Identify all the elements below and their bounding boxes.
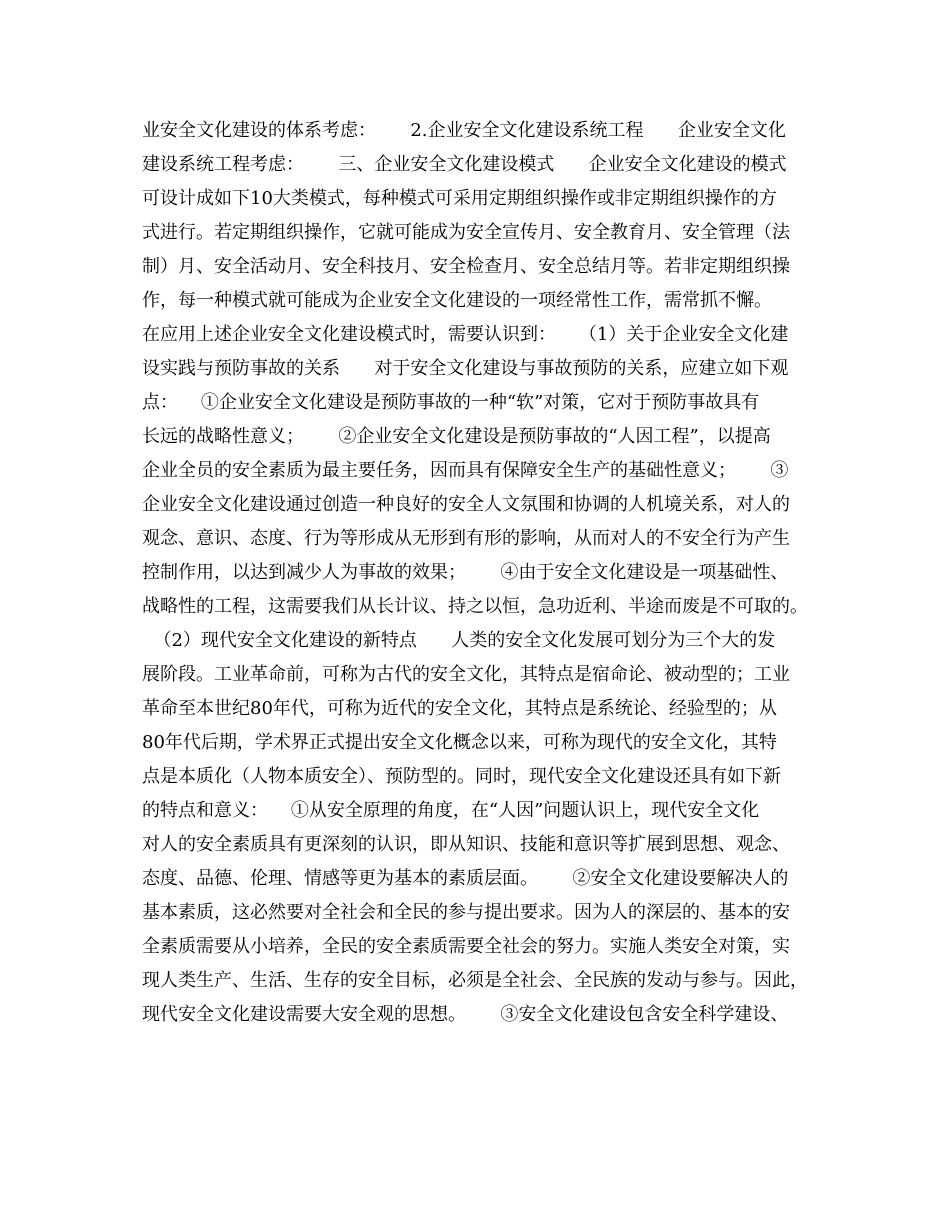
text-line: 现代安全文化建设需要大安全观的思想。 ③安全文化建设包含安全科学建设、 [142, 1004, 789, 1025]
text-line: 点是本质化（人物本质安全）、预防型的。同时，现代安全文化建设还具有如下新 [142, 766, 781, 787]
text-line: （2）现代安全文化建设的新特点 人类的安全文化发展可划分为三个大的发 [142, 630, 776, 651]
text-line: 长远的战略性意义； ②企业安全文化建设是预防事故的“人因工程”，以提高 [142, 426, 771, 447]
text-line: 基本素质，这必然要对全社会和全民的参与提出要求。因为人的深层的、基本的安 [142, 902, 790, 923]
text-line: 全素质需要从小培养，全民的安全素质需要全社会的努力。实施人类安全对策，实 [142, 936, 790, 957]
text-line: 的特点和意义： ①从安全原理的角度，在“人因”问题认识上，现代安全文化 [142, 800, 760, 821]
text-line: 态度、品德、伦理、情感等更为基本的素质层面。 ②安全文化建设要解决人的 [142, 868, 789, 889]
text-line: 控制作用，以达到减少人为事故的效果； ④由于安全文化建设是一项基础性、 [142, 562, 789, 583]
text-line: 业安全文化建设的体系考虑： 2.企业安全文化建设系统工程 企业安全文化 [142, 120, 786, 141]
text-line: 80年代后期，学术界正式提出安全文化概念以来，可称为现代的安全文化，其特 [142, 732, 777, 753]
text-line: 革命至本世纪80年代，可称为近代的安全文化，其特点是系统论、经验型的；从 [142, 698, 777, 719]
body-text [142, 114, 822, 1032]
text-line: 对人的安全素质具有更深刻的认识，即从知识、技能和意识等扩展到思想、观念、 [142, 834, 790, 855]
text-line: 战略性的工程，这需要我们从长计议、持之以恒，急功近利、半途而废是不可取的。 [142, 596, 808, 617]
text-line: 作，每一种模式就可能成为企业安全文化建设的一项经常性工作，需常抓不懈。 [142, 290, 772, 311]
text-line: 设实践与预防事故的关系 对于安全文化建设与事故预防的关系，应建立如下观 [142, 358, 789, 379]
text-line: 式进行。若定期组织操作，它就可能成为安全宣传月、安全教育月、安全管理（法 [142, 222, 790, 243]
text-line: 点： ①企业安全文化建设是预防事故的一种“软”对策，它对于预防事故具有 [142, 392, 760, 413]
text-line: 观念、意识、态度、行为等形成从无形到有形的影响，从而对人的不安全行为产生 [142, 528, 790, 549]
text-line: 在应用上述企业安全文化建设模式时，需要认识到： （1）关于企业安全文化建 [142, 324, 789, 345]
text-line: 可设计成如下10大类模式，每种模式可采用定期组织操作或非定期组织操作的方 [142, 188, 777, 209]
text-line: 企业全员的安全素质为最主要任务，因而具有保障安全生产的基础性意义； ③ [142, 460, 789, 481]
text-line: 制）月、安全活动月、安全科技月、安全检查月、安全总结月等。若非定期组织操 [142, 256, 790, 277]
text-line: 企业安全文化建设通过创造一种良好的安全人文氛围和协调的人机境关系，对人的 [142, 494, 790, 515]
text-line: 建设系统工程考虑： 三、企业安全文化建设模式 企业安全文化建设的模式 [142, 154, 787, 175]
text-line: 现人类生产、生活、生存的安全目标，必须是全社会、全民族的发动与参与。因此， [142, 970, 808, 991]
text-line: 展阶段。工业革命前，可称为古代的安全文化，其特点是宿命论、被动型的；工业 [142, 664, 790, 685]
